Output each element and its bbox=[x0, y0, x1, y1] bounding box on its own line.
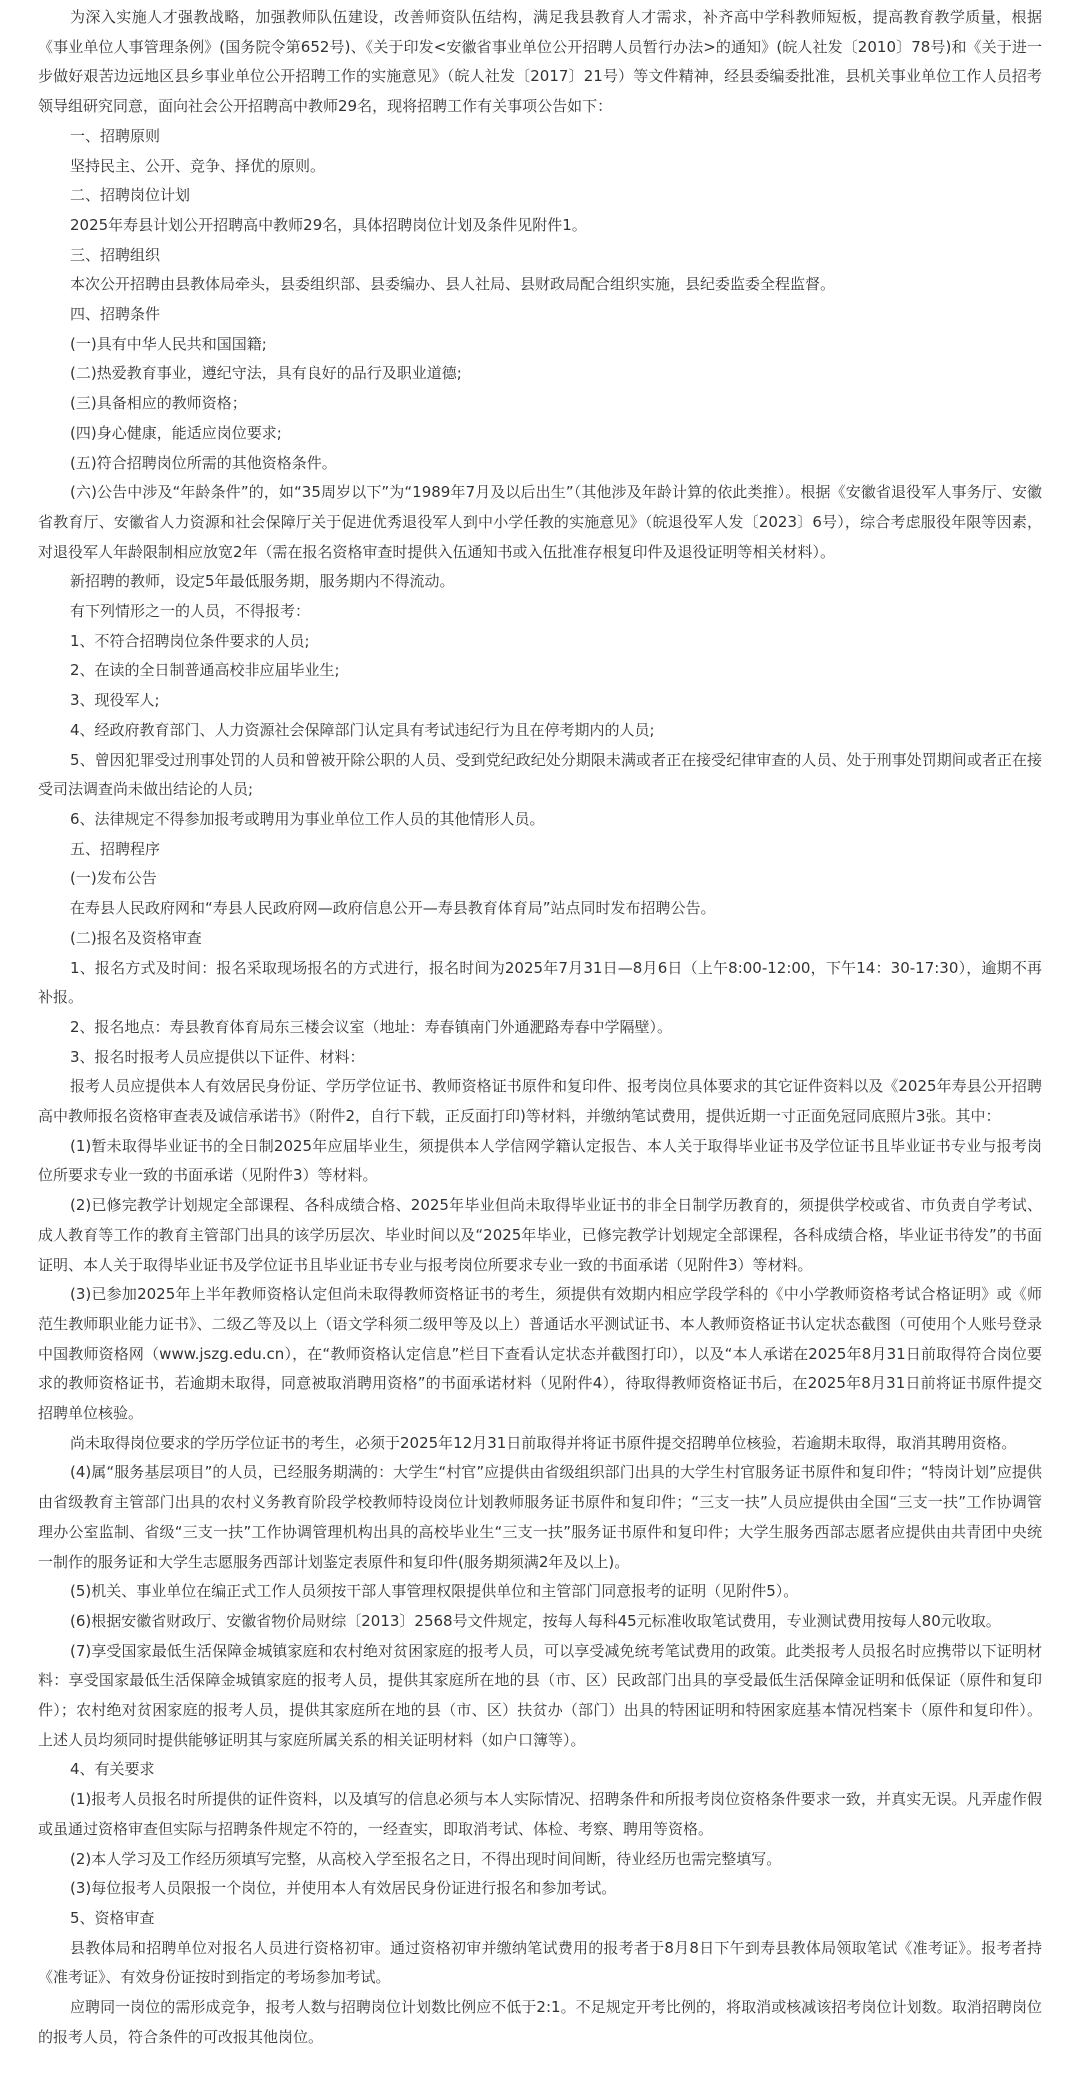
section-heading: 三、招聘组织 bbox=[70, 245, 161, 264]
material-item: (2)已修完教学计划规定全部课程、各科成绩合格、2025年毕业但尚未取得毕业证书的非全日制学历教育的，须提供学校或省、市负责自学考试、成人教育等工作的教育主管部门出具的该学历层次、毕业时间以及“2025年毕业，已修完教学计划规定全部课程，各科成绩合格，毕业证书待发”的书面证明、本人关于取得毕业证书及学位证书且毕业证书专业与报考岗位所要求专业一致的书面承诺（见附件3）等材料。 bbox=[38, 1196, 1042, 1274]
paragraph: 新招聘的教师，设定5年最低服务期，服务期内不得流动。 bbox=[70, 572, 455, 591]
condition-item: (四)身心健康，能适应岗位要求; bbox=[70, 423, 282, 442]
condition-item: (二)热爱教育事业，遵纪守法，具有良好的品行及职业道德; bbox=[70, 364, 462, 383]
requirement-item: (1)报考人员报名时所提供的证件资料，以及填写的信息必须与本人实际情况、招聘条件和所报考岗位资格条件要求一致，并真实无误。凡弄虚作假或虽通过资格审查但实际与招聘条件规定不符的，一经查实，即取消考试、体检、考察、聘用等资格。 bbox=[38, 1790, 1042, 1838]
section-heading: 二、招聘岗位计划 bbox=[70, 186, 191, 205]
material-item: (5)机关、事业单位在编正式工作人员须按干部人事管理权限提供单位和主管部门同意报考的证明（见附件5）。 bbox=[70, 1582, 799, 1601]
paragraph: 在寿县人民政府网和“寿县人民政府网—政府信息公开—寿县教育体育局”站点同时发布招聘公告。 bbox=[70, 899, 716, 918]
paragraph: 2、报名地点：寿县教育体育局东三楼会议室（地址：寿春镇南门外通淝路寿春中学隔壁）。 bbox=[70, 1017, 673, 1036]
requirement-item: (3)每位报考人员限报一个岗位，并使用本人有效居民身份证进行报名和参加考试。 bbox=[70, 1879, 617, 1898]
announcement-body bbox=[38, 0, 1042, 2053]
intro-paragraph: 为深入实施人才强教战略，加强教师队伍建设，改善师资队伍结构，满足我县教育人才需求，补齐高中学科教师短板，提高教育教学质量，根据《事业单位人事管理条例》(国务院令第652号)、《关于印发<安徽省事业单位公开招聘人员暂行办法>的通知》(皖人社发〔2010〕78号)和《关于进一步做好艰苦边远地区县乡事业单位公开招聘工作的实施意见》（皖人社发〔2017〕21号）等文件精神，经县委编委批准，县机关事业单位工作人员招考领导组研究同意，面向社会公开招聘高中教师29名，现将招聘工作有关事项公告如下： bbox=[38, 8, 1042, 116]
exclusion-item: 3、现役军人; bbox=[70, 691, 160, 710]
material-item: (7)享受国家最低生活保障金城镇家庭和农村绝对贫困家庭的报考人员，可以享受减免统考笔试费用的政策。此类报考人员报名时应携带以下证明材料：享受国家最低生活保障金城镇家庭的报考人员，提供其家庭所在地的县（市、区）民政部门出具的享受最低生活保障金证明和低保证（原件和复印件）；农村绝对贫困家庭的报考人员，提供其家庭所在地的县（市、区）扶贫办（部门）出具的特困证明和特困家庭基本情况档案卡（原件和复印件）。上述人员均须同时提供能够证明其与家庭所属关系的相关证明材料（如户口簿等）。 bbox=[38, 1641, 1042, 1749]
section-heading: 四、招聘条件 bbox=[70, 305, 161, 324]
paragraph: 应聘同一岗位的需形成竞争，报考人数与招聘岗位计划数比例应不低于2:1。不足规定开考比例的，将取消或核减该招考岗位计划数。取消招聘岗位的报考人员，符合条件的可改报其他岗位。 bbox=[38, 1998, 1042, 2046]
paragraph: 报考人员应提供本人有效居民身份证、学历学位证书、教师资格证书原件和复印件、报考岗位具体要求的其它证件资料以及《2025年寿县公开招聘高中教师报名资格审查表及诚信承诺书》（附件2，自行下载，正反面打印)等材料，并缴纳笔试费用，提供近期一寸正面免冠同底照片3张。其中： bbox=[38, 1077, 1042, 1126]
subsection-heading: (二)报名及资格审查 bbox=[70, 928, 202, 947]
exclusion-item: 4、经政府教育部门、人力资源社会保障部门认定具有考试违纪行为且在停考期内的人员; bbox=[70, 720, 655, 739]
condition-item: (五)符合招聘岗位所需的其他资格条件。 bbox=[70, 453, 337, 472]
subsection-heading: 5、资格审查 bbox=[70, 1909, 155, 1927]
exclusion-item: 6、法律规定不得参加报考或聘用为事业单位工作人员的其他情形人员。 bbox=[70, 809, 545, 828]
material-item: (4)属“服务基层项目”的人员，已经服务期满的：大学生“村官”应提供由省级组织部门出具的大学生村官服务证书原件和复印件；“特岗计划”应提供由省级教育主管部门出具的农村义务教育阶段学校教师特设岗位计划教师服务证书原件和复印件；“三支一扶”人员应提供由全国“三支一扶”工作协调管理办公室监制、省级“三支一扶”工作协调管理机构出具的高校毕业生“三支一扶”服务证书原件和复印件；大学生服务西部志愿者应提供由共青团中央统一制作的服务证和大学生志愿服务西部计划鉴定表原件和复印件(服务期须满2年及以上)。 bbox=[38, 1463, 1042, 1571]
material-item: (3)已参加2025年上半年教师资格认定但尚未取得教师资格证书的考生，须提供有效期内相应学段学科的《中小学教师资格考试合格证明》或《师范生教师职业能力证书》、二级乙等及以上（语文学科须二级甲等及以上）普通话水平测试证书、本人教师资格证书认定状态截图（可使用个人账号登录中国教师资格网（www.jszg.edu.cn），在“教师资格认定信息”栏目下查看认定状态并截图打印），以及“本人承诺在2025年8月31日前取得符合岗位要求的教师资格证书，若逾期未取得，同意被取消聘用资格”的书面承诺材料（见附件4），待取得教师资格证书后，在2025年8月31日前将证书原件提交招聘单位核验。 bbox=[38, 1285, 1042, 1423]
exclusion-item: 5、曾因犯罪受过刑事处罚的人员和曾被开除公职的人员、受到党纪政纪处分期限未满或者正在接受纪律审查的人员、处于刑事处罚期间或者正在接受司法调查尚未做出结论的人员; bbox=[38, 750, 1042, 799]
paragraph: 2025年寿县计划公开招聘高中教师29名，具体招聘岗位计划及条件见附件1。 bbox=[70, 215, 587, 234]
subsection-heading: 4、有关要求 bbox=[70, 1760, 155, 1779]
condition-item: (一)具有中华人民共和国国籍; bbox=[70, 334, 267, 353]
section-heading: 五、招聘程序 bbox=[70, 839, 161, 858]
subsection-heading: (一)发布公告 bbox=[70, 869, 157, 888]
paragraph: 有下列情形之一的人员，不得报考： bbox=[70, 602, 311, 621]
paragraph: 3、报名时报考人员应提供以下证件、材料： bbox=[70, 1047, 365, 1066]
exclusion-item: 2、在读的全日制普通高校非应届毕业生; bbox=[70, 661, 340, 680]
requirement-item: (2)本人学习及工作经历须填写完整，从高校入学至报名之日，不得出现时间间断，待业经历也需完整填写。 bbox=[70, 1849, 782, 1868]
exclusion-item: 1、不符合招聘岗位条件要求的人员; bbox=[70, 631, 310, 650]
paragraph: 县教体局和招聘单位对报名人员进行资格初审。通过资格初审并缴纳笔试费用的报考者于8月8日下午到寿县教体局领取笔试《准考证》。报考者持《准考证》、有效身份证按时到指定的考场参加考试。 bbox=[38, 1938, 1042, 1987]
condition-item: (三)具备相应的教师资格； bbox=[70, 394, 247, 413]
section-heading: 一、招聘原则 bbox=[70, 126, 161, 145]
paragraph: 1、报名方式及时间：报名采取现场报名的方式进行，报名时间为2025年7月31日—8月6日（上午8:00-12:00，下午14：30-17:30），逾期不再补报。 bbox=[38, 958, 1042, 1007]
material-item: (1)暂未取得毕业证书的全日制2025年应届毕业生，须提供本人学信网学籍认定报告、本人关于取得毕业证书及学位证书且毕业证书专业与报考岗位所要求专业一致的书面承诺（见附件3）等材料。 bbox=[38, 1136, 1042, 1185]
material-item: 尚未取得岗位要求的学历学位证书的考生，必须于2025年12月31日前取得并将证书原件提交招聘单位核验，若逾期未取得，取消其聘用资格。 bbox=[70, 1433, 1017, 1452]
condition-item: (六)公告中涉及“年龄条件”的，如“35周岁以下”为“1989年7月及以后出生”（其他涉及年龄计算的依此类推）。根据《安徽省退役军人事务厅、安徽省教育厅、安徽省人力资源和社会保障厅关于促进优秀退役军人到中小学任教的实施意见》（皖退役军人发〔2023〕6号），综合考虑服役年限等因素，对退役军人年龄限制相应放宽2年（需在报名资格审查时提供入伍通知书或入伍批准存根复印件及退役证明等相关材料）。 bbox=[38, 483, 1042, 561]
material-item: (6)根据安徽省财政厅、安徽省物价局财综〔2013〕2568号文件规定，按每人每科45元标准收取笔试费用，专业测试费用按每人80元收取。 bbox=[70, 1611, 1001, 1630]
paragraph: 本次公开招聘由县教体局牵头，县委组织部、县委编办、县人社局、县财政局配合组织实施，县纪委监委全程监督。 bbox=[70, 275, 836, 294]
paragraph: 坚持民主、公开、竞争、择优的原则。 bbox=[70, 156, 326, 175]
